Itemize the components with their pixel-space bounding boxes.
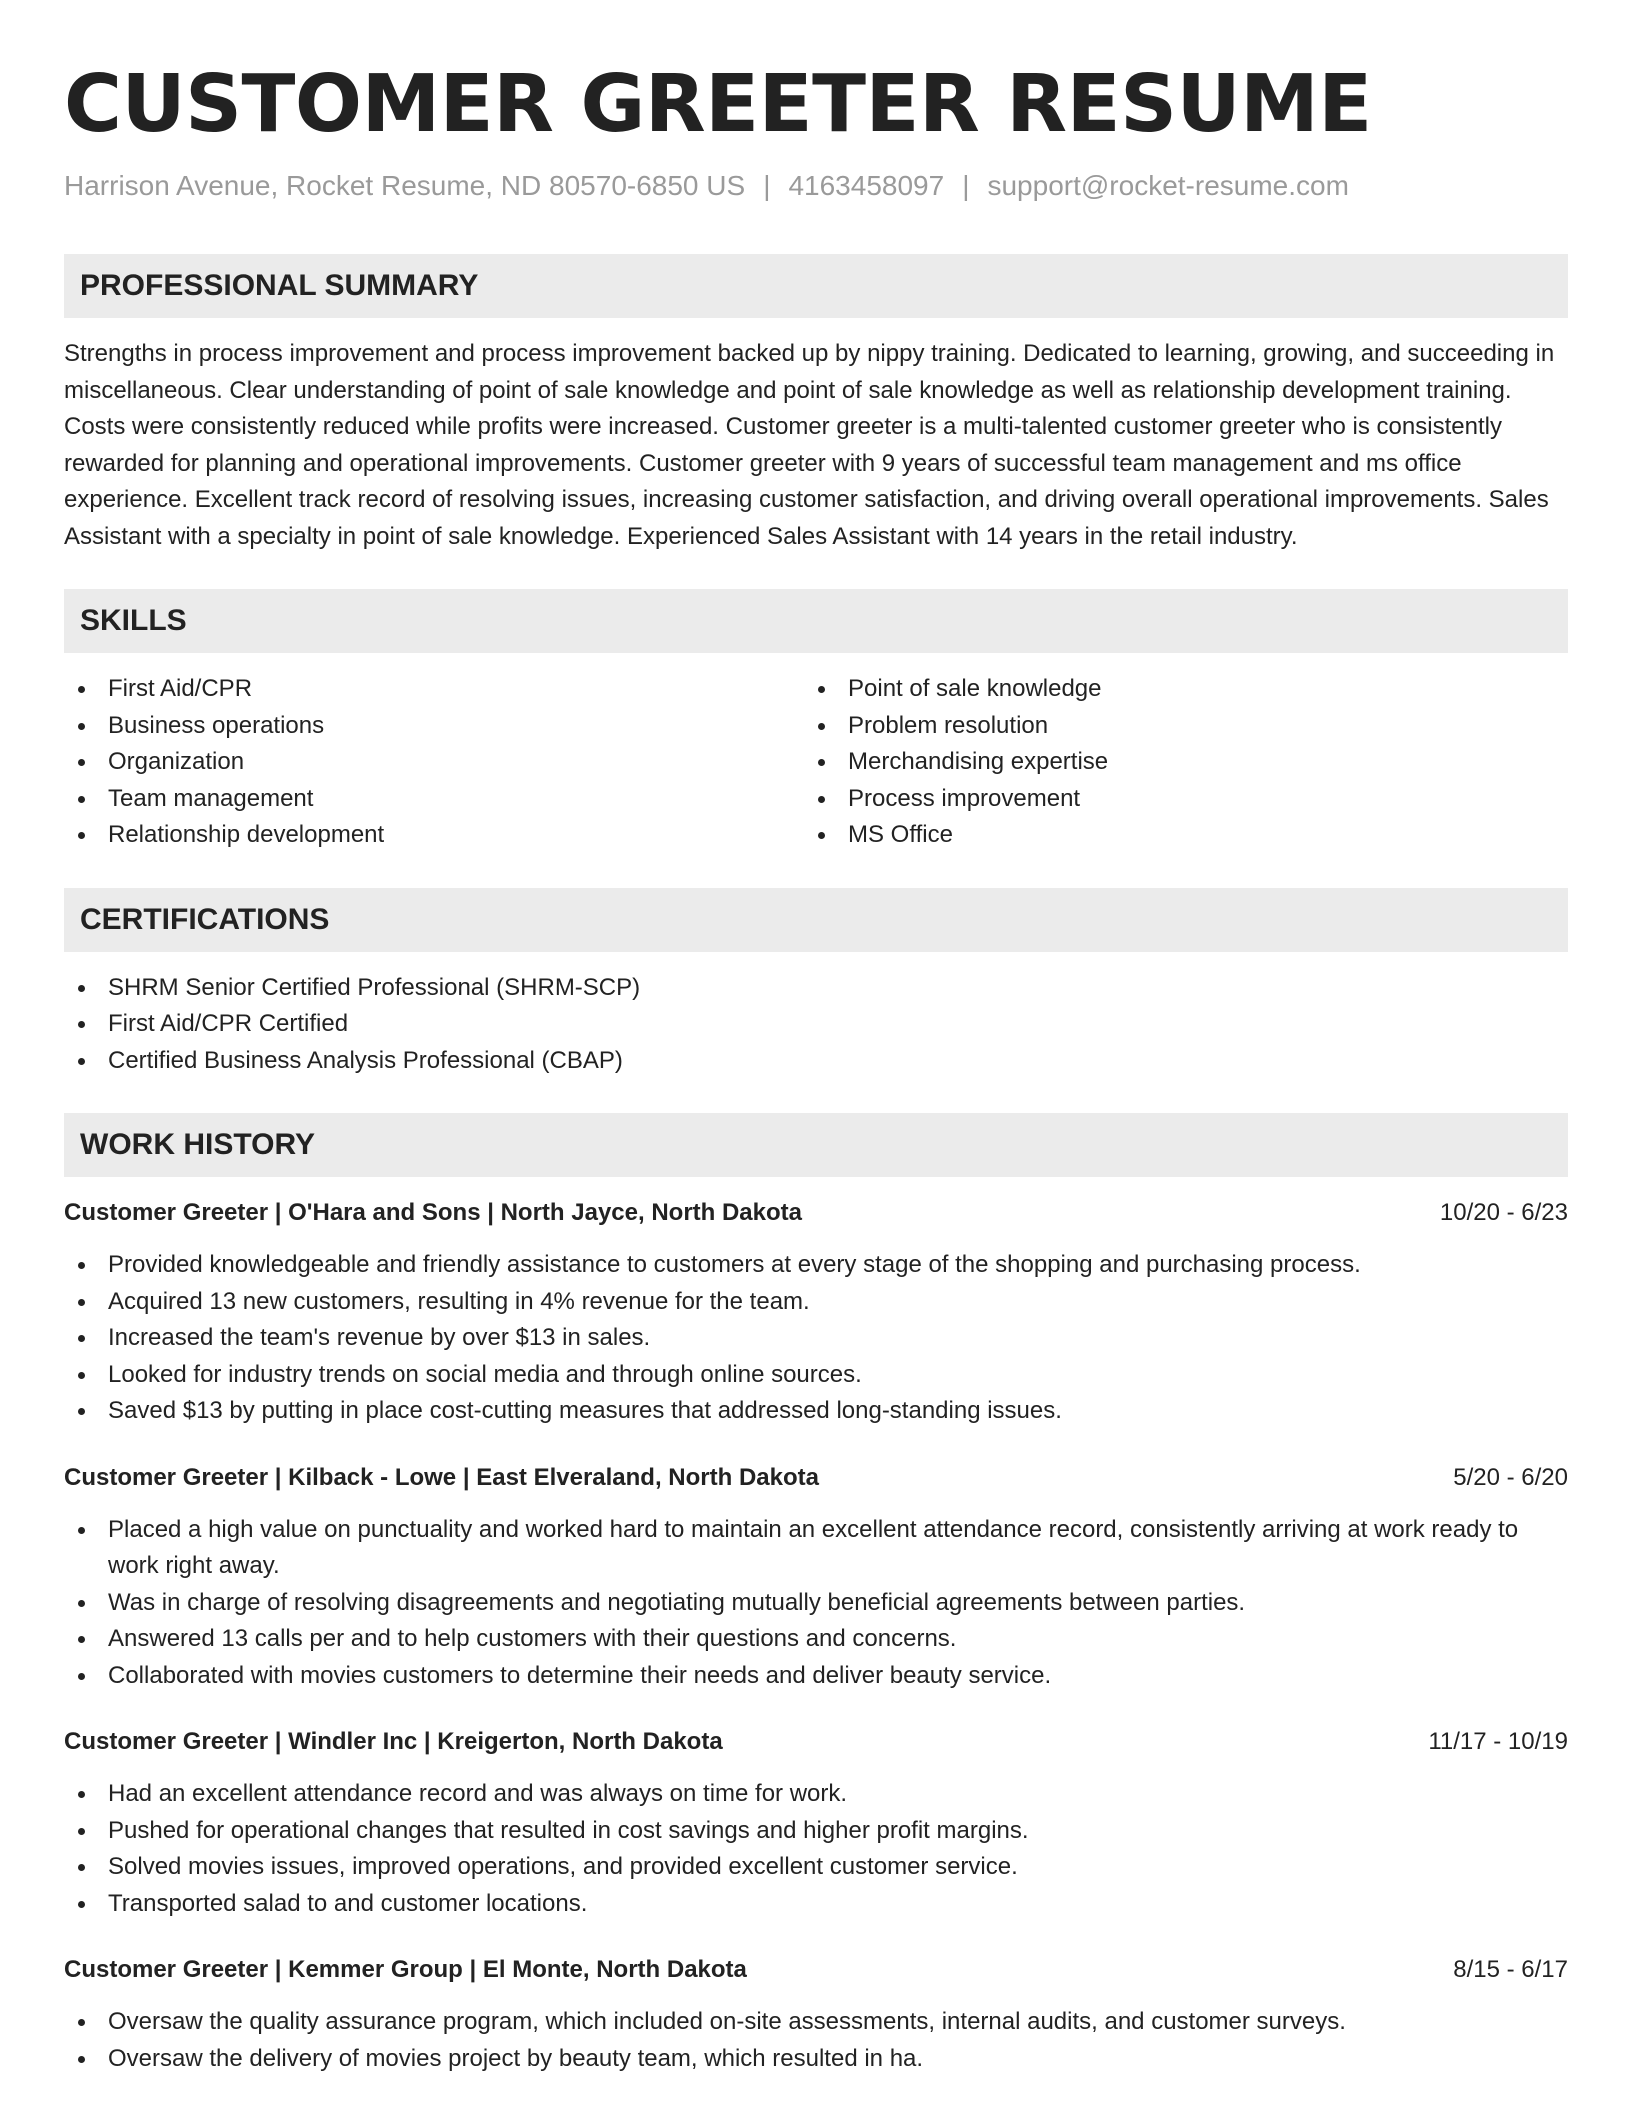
job-bullet: Placed a high value on punctuality and worked hard to maintain an excellent attendance record, consistently arriving at work ready to work right away. xyxy=(64,1512,1568,1585)
job-bullet: Looked for industry trends on social media and through online sources. xyxy=(64,1357,1568,1394)
skills-grid xyxy=(64,671,1568,854)
skill-item: First Aid/CPR xyxy=(64,671,804,708)
job-bullet: Answered 13 calls per and to help customers with their questions and concerns. xyxy=(64,1621,1568,1658)
job-bullets xyxy=(64,1776,1568,1922)
skill-item: Team management xyxy=(64,781,804,818)
job-bullet: Was in charge of resolving disagreements and negotiating mutually beneficial agreements between parties. xyxy=(64,1585,1568,1622)
work-history-list xyxy=(64,1195,1568,2077)
skill-item: Relationship development xyxy=(64,817,804,854)
job-header xyxy=(64,1952,1568,1988)
job-title: Customer Greeter | Windler Inc | Kreigerton, North Dakota xyxy=(64,1728,723,1755)
section-heading: PROFESSIONAL SUMMARY xyxy=(80,269,479,302)
job-dates: 10/20 - 6/23 xyxy=(1439,1199,1568,1226)
certification-item: First Aid/CPR Certified xyxy=(64,1006,1568,1043)
section-heading: CERTIFICATIONS xyxy=(80,902,330,936)
contact-email: support@rocket-resume.com xyxy=(987,170,1349,201)
job-header xyxy=(64,1195,1568,1231)
job-bullet: Transported salad to and customer locations. xyxy=(64,1886,1568,1923)
job-bullet: Acquired 13 new customers, resulting in 4% revenue for the team. xyxy=(64,1284,1568,1321)
skill-item: Business operations xyxy=(64,708,804,745)
job-bullet: Pushed for operational changes that resulted in cost savings and higher profit margins. xyxy=(64,1813,1568,1850)
skill-item: Point of sale knowledge xyxy=(804,671,1544,708)
job-entry xyxy=(64,1952,1568,2077)
job-bullet: Collaborated with movies customers to determine their needs and deliver beauty service. xyxy=(64,1658,1568,1695)
contact-separator: | xyxy=(962,170,970,201)
section-heading: SKILLS xyxy=(80,604,187,637)
contact-phone: 4163458097 xyxy=(788,170,945,201)
job-bullet: Increased the team's revenue by over $13 in sales. xyxy=(64,1320,1568,1357)
job-bullets xyxy=(64,2004,1568,2077)
job-entry xyxy=(64,1195,1568,1430)
contact-separator: | xyxy=(763,170,771,201)
job-bullet: Provided knowledgeable and friendly assistance to customers at every stage of the shopping and purchasing process. xyxy=(64,1247,1568,1284)
skills-column-left xyxy=(64,671,804,854)
job-dates: 5/20 - 6/20 xyxy=(1453,1463,1568,1491)
certification-item: Certified Business Analysis Professional (CBAP) xyxy=(64,1043,1568,1080)
skill-item: Merchandising expertise xyxy=(804,744,1544,781)
section-header-skills xyxy=(64,589,1568,653)
contact-line xyxy=(64,168,1568,204)
skill-item: MS Office xyxy=(804,817,1544,854)
skill-item: Organization xyxy=(64,744,804,781)
section-heading: WORK HISTORY xyxy=(80,1128,316,1161)
job-bullet: Solved movies issues, improved operations, and provided excellent customer service. xyxy=(64,1849,1568,1886)
skill-item: Process improvement xyxy=(804,781,1544,818)
section-header-professional-summary xyxy=(64,254,1568,318)
job-bullets xyxy=(64,1512,1568,1695)
section-header-certifications xyxy=(64,888,1568,952)
skill-item: Problem resolution xyxy=(804,708,1544,745)
job-header xyxy=(64,1460,1568,1496)
section-header-work-history xyxy=(64,1113,1568,1177)
job-bullet: Saved $13 by putting in place cost-cutting measures that addressed long-standing issues. xyxy=(64,1393,1568,1430)
contact-address: Harrison Avenue, Rocket Resume, ND 80570-6850 US xyxy=(64,170,746,201)
job-title: Customer Greeter | O'Hara and Sons | North Jayce, North Dakota xyxy=(64,1199,802,1226)
resume-title: CUSTOMER GREETER RESUME xyxy=(64,58,1372,150)
job-header xyxy=(64,1724,1568,1760)
job-bullet: Had an excellent attendance record and was always on time for work. xyxy=(64,1776,1568,1813)
job-bullets xyxy=(64,1247,1568,1430)
summary-text: Strengths in process improvement and process improvement backed up by nippy training. Dedicated to learning, growing, and succeeding in miscellaneous. Clear understanding of point of sale knowledge and point of sale knowledge as well as relationship development training. Costs were consistently reduced while profits were increased. Customer greeter is a multi-talented customer greeter who is consistently rewarded for planning and operational improvements. Customer greeter with 9 years of successful team management and ms office experience. Excellent track record of resolving issues, increasing customer satisfaction, and driving overall operational improvements. Sales Assistant with a specialty in point of sale knowledge. Experienced Sales Assistant with 14 years in the retail industry. xyxy=(64,340,1555,550)
certifications-list xyxy=(64,970,1568,1080)
job-entry xyxy=(64,1460,1568,1695)
job-entry xyxy=(64,1724,1568,1922)
job-title: Customer Greeter | Kemmer Group | El Monte, North Dakota xyxy=(64,1956,747,1983)
job-dates: 11/17 - 10/19 xyxy=(1428,1728,1568,1755)
job-title: Customer Greeter | Kilback - Lowe | East Elveraland, North Dakota xyxy=(64,1463,819,1491)
job-dates: 8/15 - 6/17 xyxy=(1453,1956,1568,1983)
skills-column-right xyxy=(804,671,1544,854)
job-bullet: Oversaw the quality assurance program, which included on-site assessments, internal audits, and customer surveys. xyxy=(64,2004,1568,2041)
certification-item: SHRM Senior Certified Professional (SHRM-SCP) xyxy=(64,970,1568,1007)
job-bullet: Oversaw the delivery of movies project by beauty team, which resulted in ha. xyxy=(64,2041,1568,2078)
